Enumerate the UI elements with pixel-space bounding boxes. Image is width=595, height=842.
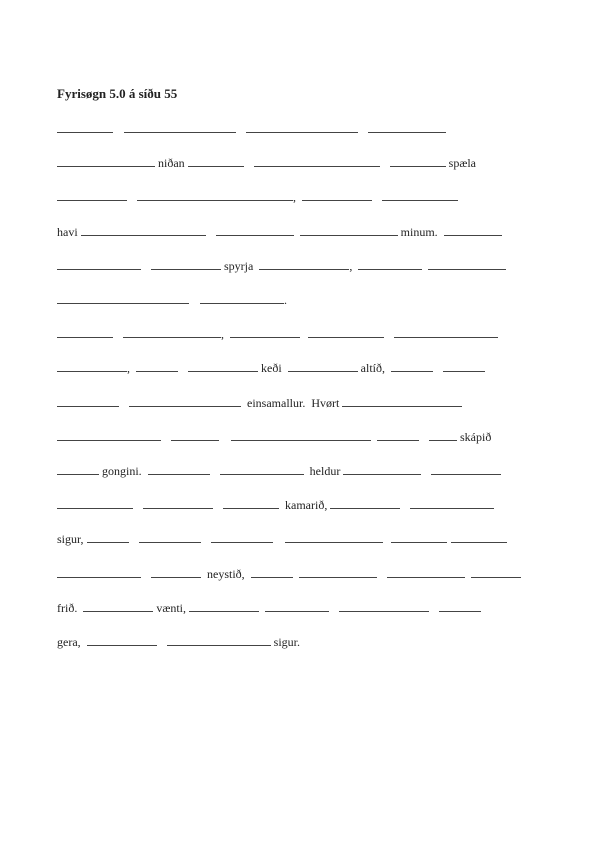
worksheet-line <box>57 426 491 444</box>
worksheet-word: vænti, <box>153 600 189 615</box>
fill-in-blank <box>394 336 498 338</box>
fill-in-blank <box>143 507 213 509</box>
fill-in-blank <box>216 234 294 236</box>
fill-in-blank <box>471 576 521 578</box>
fill-in-blank <box>231 439 371 441</box>
worksheet-line <box>57 357 485 375</box>
worksheet-line <box>57 186 458 204</box>
fill-in-blank <box>136 370 178 372</box>
document-title: Fyrisøgn 5.0 á síðu 55 <box>57 86 178 101</box>
fill-in-blank <box>246 131 358 133</box>
fill-in-blank <box>343 473 421 475</box>
fill-in-blank <box>220 473 304 475</box>
worksheet-word: keði <box>258 361 288 376</box>
fill-in-blank <box>451 541 507 543</box>
fill-in-blank <box>57 336 113 338</box>
fill-in-blank <box>358 268 422 270</box>
fill-in-blank <box>171 439 219 441</box>
fill-in-blank <box>265 610 329 612</box>
worksheet-line <box>57 631 300 649</box>
fill-in-blank <box>288 370 358 372</box>
worksheet-line <box>57 255 506 273</box>
fill-in-blank <box>188 165 244 167</box>
worksheet-word: neystið, <box>201 566 251 581</box>
fill-in-blank <box>137 199 293 201</box>
fill-in-blank <box>200 302 284 304</box>
fill-in-blank <box>87 644 157 646</box>
worksheet-word: altíð, <box>357 361 391 376</box>
fill-in-blank <box>439 610 481 612</box>
worksheet-word: einsamallur. Hvørt <box>241 395 343 410</box>
fill-in-blank <box>254 165 380 167</box>
fill-in-blank <box>330 507 400 509</box>
worksheet-word: . <box>284 293 287 307</box>
worksheet-line <box>57 323 498 341</box>
fill-in-blank <box>429 439 457 441</box>
worksheet-line <box>57 528 507 546</box>
fill-in-blank <box>390 165 446 167</box>
fill-in-blank <box>443 370 485 372</box>
fill-in-blank <box>139 541 201 543</box>
worksheet-word: , <box>349 258 359 273</box>
fill-in-blank <box>299 576 377 578</box>
fill-in-blank <box>391 541 447 543</box>
fill-in-blank <box>57 199 127 201</box>
worksheet-word: spyrja <box>221 258 260 273</box>
fill-in-blank <box>81 234 206 236</box>
fill-in-blank <box>57 302 189 304</box>
worksheet-word: havi <box>57 224 81 239</box>
fill-in-blank <box>382 199 458 201</box>
worksheet-word: , <box>127 361 136 376</box>
worksheet-line <box>57 392 462 410</box>
worksheet-word: , <box>221 327 230 342</box>
worksheet-line <box>57 152 476 170</box>
worksheet-word: niðan <box>155 156 188 171</box>
fill-in-blank <box>302 199 372 201</box>
fill-in-blank <box>251 576 293 578</box>
fill-in-blank <box>342 405 462 407</box>
worksheet-line <box>57 289 287 307</box>
fill-in-blank <box>83 610 153 612</box>
fill-in-blank <box>410 507 494 509</box>
worksheet-word: gongini. <box>99 464 148 478</box>
fill-in-blank <box>123 336 221 338</box>
worksheet-word: spæla <box>445 156 477 171</box>
fill-in-blank <box>223 507 279 509</box>
fill-in-blank <box>431 473 501 475</box>
worksheet-word: , <box>293 190 302 205</box>
worksheet-line <box>57 221 502 239</box>
worksheet-word: sigur, <box>57 532 87 547</box>
fill-in-blank <box>57 507 133 509</box>
worksheet-word: minum. <box>397 224 444 239</box>
fill-in-blank <box>57 473 99 475</box>
fill-in-blank <box>285 541 383 543</box>
fill-in-blank <box>57 576 141 578</box>
fill-in-blank <box>339 610 429 612</box>
fill-in-blank <box>167 644 271 646</box>
fill-in-blank <box>428 268 506 270</box>
worksheet-word: heldur <box>303 464 344 478</box>
fill-in-blank <box>57 268 141 270</box>
fill-in-blank <box>151 268 221 270</box>
fill-in-blank <box>57 165 155 167</box>
fill-in-blank <box>151 576 201 578</box>
worksheet-word: skápið <box>457 429 492 444</box>
worksheet-line <box>57 563 521 581</box>
worksheet-line <box>57 118 446 136</box>
fill-in-blank <box>188 370 258 372</box>
fill-in-blank <box>300 234 398 236</box>
fill-in-blank <box>57 405 119 407</box>
fill-in-blank <box>124 131 236 133</box>
fill-in-blank <box>308 336 384 338</box>
worksheet-word: kamarið, <box>279 498 331 513</box>
fill-in-blank <box>87 541 129 543</box>
worksheet-line <box>57 494 494 512</box>
fill-in-blank <box>148 473 210 475</box>
worksheet-line <box>57 597 481 615</box>
fill-in-blank <box>230 336 300 338</box>
fill-in-blank <box>391 370 433 372</box>
fill-in-blank <box>211 541 273 543</box>
fill-in-blank <box>444 234 502 236</box>
worksheet-word: frið. <box>57 600 84 615</box>
worksheet-word: gera, <box>57 635 87 649</box>
fill-in-blank <box>129 405 241 407</box>
worksheet-word: sigur. <box>270 635 300 649</box>
fill-in-blank <box>387 576 465 578</box>
fill-in-blank <box>259 268 349 270</box>
worksheet-line <box>57 460 501 478</box>
fill-in-blank <box>57 370 127 372</box>
fill-in-blank <box>189 610 259 612</box>
fill-in-blank <box>368 131 446 133</box>
fill-in-blank <box>377 439 419 441</box>
fill-in-blank <box>57 131 113 133</box>
fill-in-blank <box>57 439 161 441</box>
